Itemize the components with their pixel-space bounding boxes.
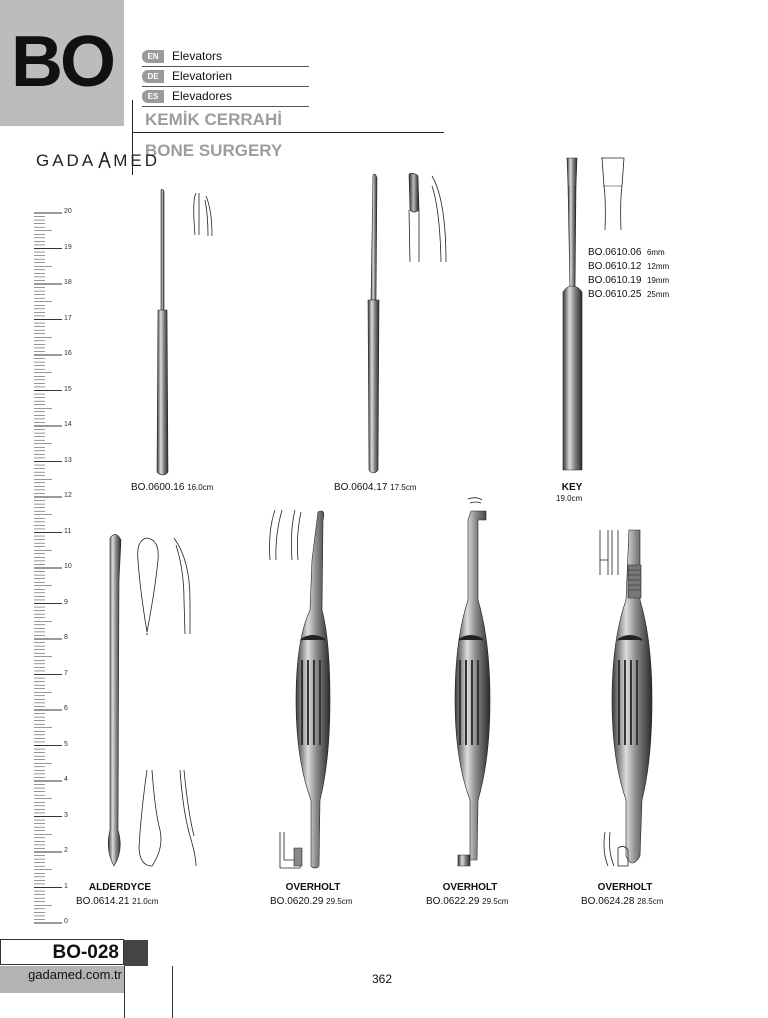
lang-text: Elevators xyxy=(172,49,223,63)
product-code: BO.0624.28 xyxy=(581,896,635,907)
variant-code: BO.0610.06 xyxy=(588,247,642,258)
product-name-overholt-0620: OVERHOLT xyxy=(285,882,341,893)
page-code-accent xyxy=(124,940,148,966)
ruler-label: 12 xyxy=(64,492,72,499)
ruler-label: 14 xyxy=(64,421,72,428)
product-code: BO.0622.29 xyxy=(426,896,480,907)
product-size: 29.5cm xyxy=(326,897,353,906)
key-variants-list xyxy=(588,246,669,302)
lang-tag: ES xyxy=(142,90,164,103)
product-code: BO.0604.17 xyxy=(334,482,388,493)
page-code: BO-028 xyxy=(0,939,124,965)
ruler-label: 2 xyxy=(64,847,68,854)
variant-size: 25mm xyxy=(646,290,670,299)
caption-0600 xyxy=(131,482,213,493)
caption-0622 xyxy=(426,896,508,907)
ruler-label: 0 xyxy=(64,918,68,925)
product-size-key: 19.0cm xyxy=(556,494,583,503)
lang-tag: EN xyxy=(142,50,164,63)
lang-text: Elevatorien xyxy=(172,69,233,83)
ruler-label: 5 xyxy=(64,740,68,748)
product-size: 17.5cm xyxy=(390,483,417,492)
variant-size: 6mm xyxy=(646,248,665,257)
variant-size: 12mm xyxy=(646,262,670,271)
ruler-label: 8 xyxy=(64,634,68,641)
overholt-0622-icon xyxy=(455,498,490,866)
product-size: 16.0cm xyxy=(187,483,214,492)
product-code: BO.0600.16 xyxy=(131,482,185,493)
ruler-label: 13 xyxy=(64,456,72,464)
logo-text-left: GADA xyxy=(36,151,97,170)
website-link[interactable]: gadamed.com.tr xyxy=(28,967,122,982)
variant-size: 19mm xyxy=(646,276,670,285)
key-elevator-icon xyxy=(563,158,624,470)
product-size: 29.5cm xyxy=(482,897,509,906)
ruler-label: 6 xyxy=(64,705,68,712)
product-code: BO.0620.29 xyxy=(270,896,324,907)
variant-code: BO.0610.19 xyxy=(588,275,642,286)
ruler-label: 16 xyxy=(64,350,72,357)
footer-box xyxy=(148,966,173,1018)
logo-text-right: MED xyxy=(113,151,160,170)
variant-row xyxy=(588,288,669,302)
overholt-0624-icon xyxy=(600,530,652,866)
variant-row xyxy=(588,274,669,288)
catalog-code: BO xyxy=(11,22,113,102)
variant-code: BO.0610.25 xyxy=(588,289,642,300)
ruler-label: 10 xyxy=(64,563,72,570)
ruler-label: 20 xyxy=(64,208,72,215)
variant-code: BO.0610.12 xyxy=(588,261,642,272)
footer-box xyxy=(124,966,150,1018)
ruler-label: 11 xyxy=(64,527,72,535)
caption-0620 xyxy=(270,896,352,907)
ruler-label: 17 xyxy=(64,314,72,322)
caption-0614 xyxy=(76,896,158,907)
ruler-label: 18 xyxy=(64,279,72,286)
lang-tag: DE xyxy=(142,70,164,83)
section-title-en: BONE SURGERY xyxy=(145,141,283,160)
page-number: 362 xyxy=(372,972,393,986)
ruler-label: 7 xyxy=(64,669,68,677)
ruler-label: 1 xyxy=(64,882,68,890)
ruler-label: 4 xyxy=(64,776,68,783)
product-name-key: KEY xyxy=(561,482,583,493)
variant-row xyxy=(588,246,669,260)
caption-0624 xyxy=(581,896,663,907)
product-size: 21.0cm xyxy=(132,897,159,906)
product-code: BO.0614.21 xyxy=(76,896,130,907)
ruler-label: 15 xyxy=(64,385,72,393)
lang-text: Elevadores xyxy=(172,89,233,103)
section-title-tr: KEMİK CERRAHİ xyxy=(145,110,282,129)
product-name-overholt-0624: OVERHOLT xyxy=(597,882,653,893)
product-name-overholt-0622: OVERHOLT xyxy=(442,882,498,893)
product-name-alderdyce: ALDERDYCE xyxy=(88,882,152,893)
elevator-0600-icon xyxy=(157,189,212,475)
overholt-0620-icon xyxy=(270,510,330,868)
alderdyce-elevator-icon xyxy=(108,534,196,866)
ruler-label: 9 xyxy=(64,598,68,606)
variant-row xyxy=(588,260,669,274)
product-size: 28.5cm xyxy=(637,897,664,906)
caption-0604 xyxy=(334,482,416,493)
elevator-0604-icon xyxy=(368,173,446,473)
ruler-label: 19 xyxy=(64,243,72,251)
ruler-label: 3 xyxy=(64,811,68,819)
